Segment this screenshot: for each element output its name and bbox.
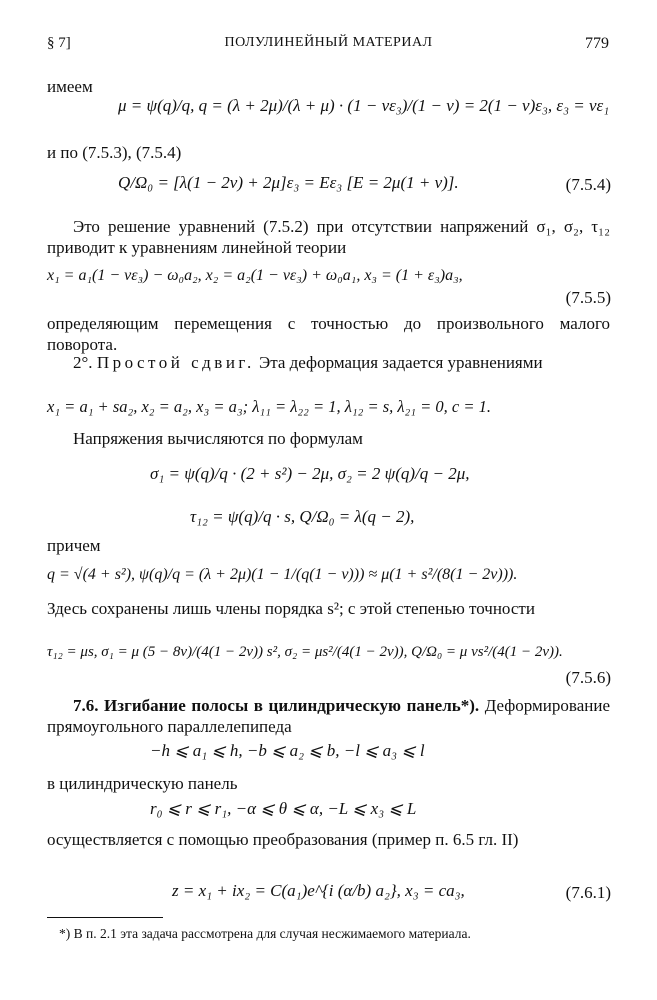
equation-panel-bounds: r₀ ⩽ r ⩽ r₁, −α ⩽ θ ⩽ α, −L ⩽ x₃ ⩽ L: [150, 799, 417, 818]
equation-7-5-6: τ₁₂ = μs, σ₁ = μ (5 − 8ν)/(4(1 − 2ν)) s², σ₂ = μs²/(4(1 − 2ν)), Q/Ω₀ = μ νs²/(4(1 − 2ν)).: [47, 644, 563, 660]
running-head-section: § 7]: [47, 35, 71, 51]
equation-7-5-5: x₁ = a₁(1 − νε₃) − ω₀a₂, x₂ = a₂(1 − νε₃) + ω₀a₁, x₃ = (1 + ε₃)a₃,: [47, 267, 463, 284]
paragraph-shear: [47, 352, 610, 373]
equation-number-7-5-6: (7.5.6): [565, 668, 611, 687]
equation-7-6-1: z = x₁ + ix₂ = C(a₁)e^{i (α/b) a₂}, x₃ = ca₃,: [172, 881, 465, 900]
paragraph-kept-terms: Здесь сохранены лишь члены порядка s²; с этой степенью точности: [47, 599, 535, 618]
footnote: *) В п. 2.1 эта задача рассмотрена для случая несжимаемого материала.: [59, 926, 471, 941]
paragraph-transform: осуществляется с помощью преобразования (пример п. 6.5 гл. II): [47, 830, 519, 849]
section-7-6-paragraph: [47, 695, 610, 738]
equation-parallelepiped: −h ⩽ a₁ ⩽ h, −b ⩽ a₂ ⩽ b, −l ⩽ a₃ ⩽ l: [150, 741, 425, 760]
equation-number-7-5-5: (7.5.5): [565, 288, 611, 307]
paragraph-prichem: причем: [47, 536, 101, 555]
equation-7-5-4: Q/Ω₀ = [λ(1 − 2ν) + 2μ]ε₃ = Eε₃ [E = 2μ(1 + ν)].: [118, 173, 459, 192]
page-number: 779: [585, 35, 609, 52]
equation-sigma: σ₁ = ψ(q)/q · (2 + s²) − 2μ, σ₂ = 2 ψ(q)/q − 2μ,: [150, 464, 470, 483]
equation-number-7-5-4: (7.5.4): [565, 175, 611, 194]
section-text: Деформирование прямоугольного параллелепипеда: [47, 696, 610, 737]
paragraph-stresses: Напряжения вычисляются по формулам: [73, 429, 363, 448]
paragraph-ipo: и по (7.5.3), (7.5.4): [47, 143, 182, 162]
equation-tau: τ₁₂ = ψ(q)/q · s, Q/Ω₀ = λ(q − 2),: [190, 507, 415, 526]
paragraph-imeem: имеем: [47, 77, 93, 96]
equation-simple-shear: x₁ = a₁ + sa₂, x₂ = a₂, x₃ = a₃; λ₁₁ = λ₂₂ = 1, λ₁₂ = s, λ₂₁ = 0, c = 1.: [47, 397, 491, 416]
running-head-title: ПОЛУЛИНЕЙНЫЙ МАТЕРИАЛ: [224, 35, 433, 50]
equation-q-psi: q = √(4 + s²), ψ(q)/q = (λ + 2μ)(1 − 1/(q(1 − ν))) ≈ μ(1 + s²/(8(1 − 2ν))).: [47, 566, 518, 583]
shear-text: Эта деформация задается уравнениями: [259, 353, 543, 372]
equation-mu-q: μ = ψ(q)/q, q = (λ + 2μ)/(λ + μ) · (1 − νε₃)/(1 − ν) = 2(1 − ν)ε₃, ε₃ = νε₁: [118, 96, 610, 115]
shear-title: Простой сдвиг.: [96, 353, 255, 372]
paragraph-solution: Это решение уравнений (7.5.2) при отсутствии напряжений σ₁, σ₂, τ₁₂ приводит к уравнениям линейной теории: [47, 217, 610, 258]
section-title: 7.6. Изгибание полосы в цилиндрическую панель*).: [73, 696, 480, 715]
equation-number-7-6-1: (7.6.1): [565, 883, 611, 902]
paragraph-determ: определяющим перемещения с точностью до произвольного малого поворота.: [47, 314, 610, 355]
shear-number: 2°.: [73, 353, 93, 372]
paragraph-panel: в цилиндрическую панель: [47, 774, 238, 793]
footnote-rule: [47, 917, 163, 918]
